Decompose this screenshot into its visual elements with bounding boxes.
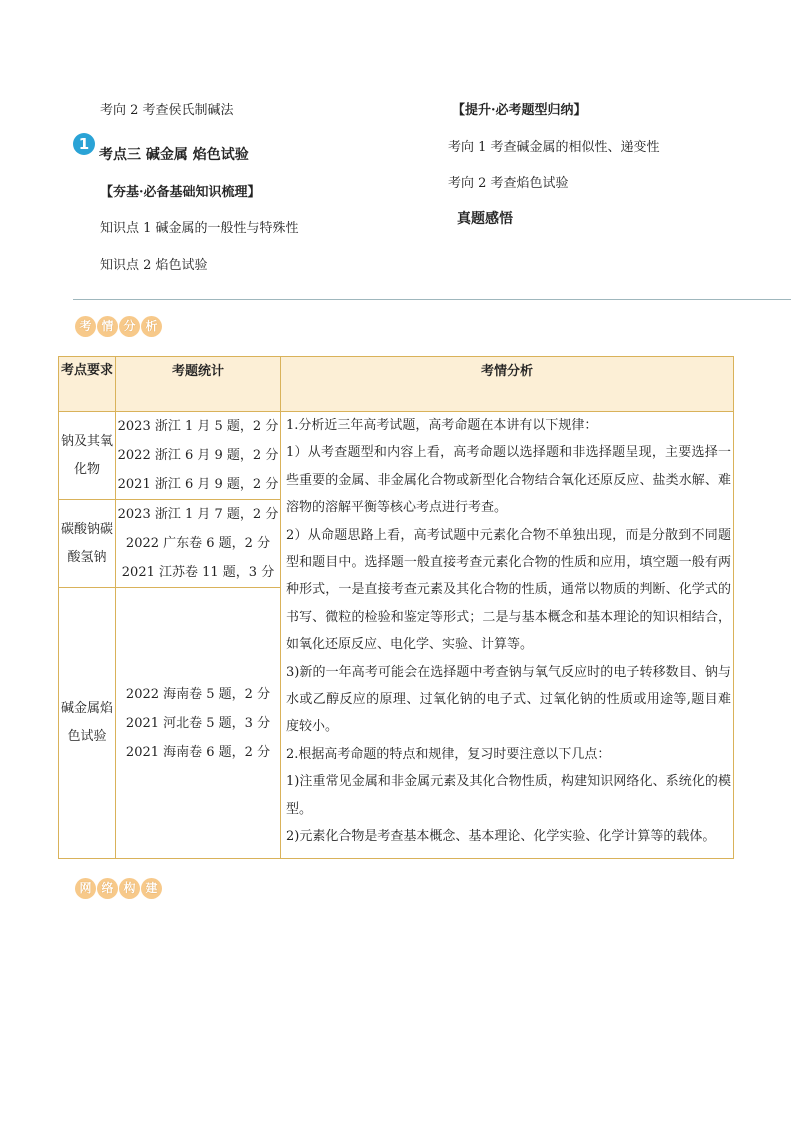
exam-analysis-badge — [75, 316, 162, 337]
analysis-paragraph: 3)新的一年高考可能会在选择题中考查钠与氧气反应时的电子转移数目、钠与水或乙醇反应的原理、过氧化钠的电子式、过氧化钠的性质或用途等,题目难度较小。 — [286, 664, 731, 735]
section-basic-heading: 【夯基·必备基础知识梳理】 — [100, 185, 261, 200]
stat-line: 2021 浙江 6 月 9 题，2 分 — [117, 477, 279, 492]
analysis-paragraph: 1.分析近三年高考试题，高考命题在本讲有以下规律： — [286, 418, 598, 433]
stat-line: 2021 河北卷 5 题，3 分 — [125, 715, 271, 731]
divider — [73, 299, 791, 300]
analysis-cell — [281, 412, 734, 859]
exam-analysis-table — [58, 356, 734, 859]
point-title: 考点三 碱金属 焰色试验 — [99, 147, 249, 163]
knowledge-point-2: 知识点 2 焰色试验 — [100, 258, 208, 273]
network-build-badge — [75, 878, 162, 899]
header-analysis: 考情分析 — [281, 357, 734, 412]
badge-char: 分 — [119, 316, 140, 337]
stat-line: 2022 海南卷 5 题，2 分 — [125, 686, 271, 702]
badge-char: 络 — [97, 878, 118, 899]
section-number-badge: 1 — [73, 133, 95, 155]
badge-char: 考 — [75, 316, 96, 337]
analysis-paragraph: 1）从考查题型和内容上看，高考命题以选择题和非选择题呈现，主要选择一些重要的金属、非金属化合物或新型化合物结合氧化还原反应、盐类水解、难溶物的溶解平衡等核心考点进行考查。 — [286, 445, 731, 516]
stat-line: 2021 海南卷 6 题，2 分 — [125, 744, 271, 760]
left-top-direction: 考向 2 考查侯氏制碱法 — [100, 103, 234, 118]
header-requirement: 考点要求 — [59, 357, 116, 412]
badge-char: 构 — [119, 878, 140, 899]
row-stats — [116, 500, 281, 588]
row-category: 钠及其氧化物 — [59, 412, 116, 500]
row-stats — [116, 412, 281, 500]
row-stats — [116, 588, 281, 859]
direction-2: 考向 2 考查焰色试验 — [448, 176, 569, 191]
stat-line: 2021 江苏卷 11 题，3 分 — [121, 565, 275, 580]
stat-line: 2023 浙江 1 月 7 题，2 分 — [117, 507, 279, 522]
badge-char: 析 — [141, 316, 162, 337]
badge-char: 建 — [141, 878, 162, 899]
stat-line: 2022 广东卷 6 题，2 分 — [125, 536, 271, 551]
analysis-paragraph: 2.根据高考命题的特点和规律，复习时要注意以下几点： — [286, 746, 611, 762]
stat-line: 2023 浙江 1 月 5 题，2 分 — [117, 419, 279, 434]
header-statistics: 考题统计 — [116, 357, 281, 412]
real-exam-heading: 真题感悟 — [457, 211, 513, 227]
knowledge-point-1: 知识点 1 碱金属的一般性与特殊性 — [100, 221, 299, 236]
section-improve-heading: 【提升·必考题型归纳】 — [452, 103, 587, 118]
badge-char: 网 — [75, 878, 96, 899]
row-category: 碳酸钠碳酸氢钠 — [59, 500, 116, 588]
direction-1: 考向 1 考查碱金属的相似性、递变性 — [448, 140, 660, 155]
stat-line: 2022 浙江 6 月 9 题，2 分 — [117, 448, 279, 463]
analysis-paragraph: 1)注重常见金属和非金属元素及其化合物性质，构建知识网络化、系统化的模型。 — [286, 774, 731, 817]
row-category: 碱金属焰色试验 — [59, 588, 116, 859]
badge-char: 情 — [97, 316, 118, 337]
table-row — [59, 412, 734, 500]
table-header-row — [59, 357, 734, 412]
analysis-paragraph: 2）从命题思路上看，高考试题中元素化合物不单独出现，而是分散到不同题型和题目中。选择题一般直接考查元素化合物的性质和应用，填空题一般有两种形式，一是直接考查元素及其化合物的性质，通常以物质的判断、化学式的书写、微粒的检验和鉴定等形式；二是与基本概念和基本理论的知识相结合，如氧化还原反应、电化学、实验、计算等。 — [286, 527, 731, 653]
analysis-paragraph: 2)元素化合物是考查基本概念、基本理论、化学实验、化学计算等的载体。 — [286, 829, 716, 845]
